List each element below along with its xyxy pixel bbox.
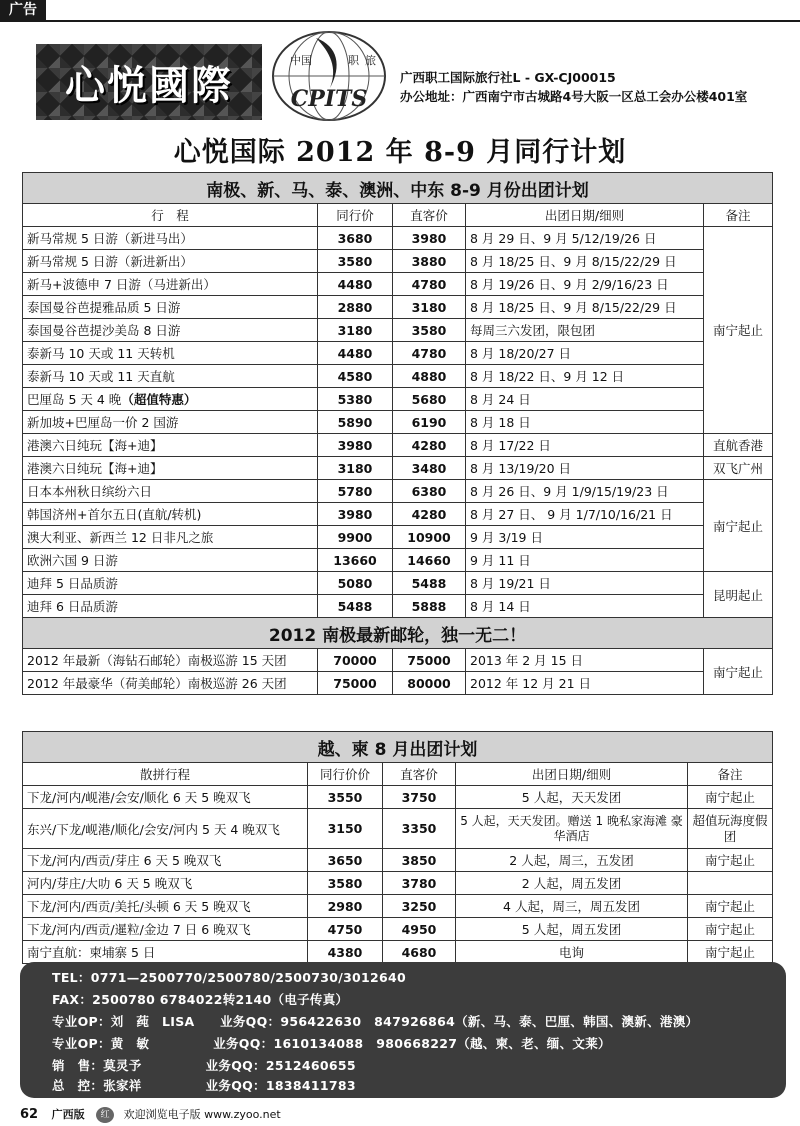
- agency-name: 广西职工国际旅行社L - GX-CJ00015: [400, 70, 616, 85]
- peer-price: 3580: [308, 872, 383, 895]
- table-row: [23, 786, 773, 809]
- note-cell: 南宁起止: [704, 227, 773, 434]
- peer-price: 70000: [318, 649, 393, 672]
- table-row: [23, 296, 773, 319]
- peer-price: 5380: [318, 388, 393, 411]
- direct-price: 6380: [393, 480, 466, 503]
- direct-price: 4680: [383, 941, 456, 964]
- section3-title: 越、柬 8 月出团计划: [23, 732, 773, 763]
- route-cell: 新马+波德申 7 日游（马进新出）: [23, 273, 318, 296]
- direct-price: 3980: [393, 227, 466, 250]
- direct-price: 3180: [393, 296, 466, 319]
- direct-price: 4880: [393, 365, 466, 388]
- peer-price: 4380: [308, 941, 383, 964]
- page-number: 62: [20, 1107, 39, 1122]
- route-cell: 新加坡+巴厘岛一价 2 国游: [23, 411, 318, 434]
- cpits-emblem: [268, 26, 390, 126]
- direct-price: 5680: [393, 388, 466, 411]
- dates-cell: 电询: [456, 941, 688, 964]
- table-row: [23, 227, 773, 250]
- table-row: [23, 411, 773, 434]
- footer: [20, 1106, 281, 1123]
- col-header-direct: 直客价: [383, 763, 456, 786]
- route-cell: 澳大利亚、新西兰 12 日非凡之旅: [23, 526, 318, 549]
- dates-cell: 9 月 3/19 日: [466, 526, 704, 549]
- peer-price: 3580: [318, 250, 393, 273]
- special-offer-tag: （超值特惠）: [121, 392, 197, 407]
- note-cell: 南宁起止: [688, 849, 773, 872]
- col-header-note: 备注: [704, 204, 773, 227]
- dates-cell: 8 月 19/21 日: [466, 572, 704, 595]
- peer-price: 2880: [318, 296, 393, 319]
- contact-chief: 总 控：张家祥 业务QQ：1838411783: [52, 1078, 356, 1093]
- note-cell: 直航香港: [704, 434, 773, 457]
- section1-title: 南极、新、马、泰、澳洲、中东 8-9 月份出团计划: [23, 173, 773, 204]
- dates-cell: 2 人起，周三，五发团: [456, 849, 688, 872]
- ad-tag: 广告: [0, 0, 46, 20]
- col-header-dates: 出团日期/细则: [456, 763, 688, 786]
- table-row: [23, 941, 773, 964]
- dates-cell: 8 月 14 日: [466, 595, 704, 618]
- peer-price: 4580: [318, 365, 393, 388]
- table-row: [23, 895, 773, 918]
- table-row: [23, 526, 773, 549]
- route-cell: 2012 年最豪华（荷美邮轮）南极巡游 26 天团: [23, 672, 318, 695]
- route-cell: [23, 388, 318, 411]
- route-cell: 新马常规 5 日游（新进新出）: [23, 250, 318, 273]
- direct-price: 3850: [383, 849, 456, 872]
- dates-cell: 2 人起，周五发团: [456, 872, 688, 895]
- peer-price: 5780: [318, 480, 393, 503]
- peer-price: 5080: [318, 572, 393, 595]
- col-header-direct: 直客价: [393, 204, 466, 227]
- dates-cell: 8 月 29 日、9 月 5/12/19/26 日: [466, 227, 704, 250]
- route-cell: 河内/芽庄/大叻 6 天 5 晚双飞: [23, 872, 308, 895]
- dates-cell: 8 月 13/19/20 日: [466, 457, 704, 480]
- peer-price: 5890: [318, 411, 393, 434]
- table-row: [23, 319, 773, 342]
- route-cell: 南宁直航：柬埔寨 5 日: [23, 941, 308, 964]
- table-row: [23, 342, 773, 365]
- peer-price: 2980: [308, 895, 383, 918]
- section3-table: [22, 731, 773, 964]
- contact-op1: 专业OP：刘 莼 LISA 业务QQ：956422630 847926864（新、马、泰、巴厘、韩国、澳新、港澳）: [52, 1014, 699, 1029]
- dates-cell: 8 月 18/20/27 日: [466, 342, 704, 365]
- edition-badge-icon: 红: [96, 1107, 114, 1123]
- agency-address: 办公地址：广西南宁市古城路4号大阪一区总工会办公楼401室: [400, 89, 748, 104]
- route-cell: 迪拜 5 日品质游: [23, 572, 318, 595]
- peer-price: 13660: [318, 549, 393, 572]
- route-cell: 港澳六日纯玩【海+迪】: [23, 434, 318, 457]
- dates-cell: 8 月 24 日: [466, 388, 704, 411]
- dates-cell: 8 月 19/26 日、9 月 2/9/16/23 日: [466, 273, 704, 296]
- table-row: [23, 273, 773, 296]
- direct-price: 75000: [393, 649, 466, 672]
- peer-price: 4480: [318, 273, 393, 296]
- col-header-route: 行 程: [23, 204, 318, 227]
- route-cell: 韩国济州+首尔五日(直航/转机): [23, 503, 318, 526]
- direct-price: 3480: [393, 457, 466, 480]
- route-cell: 东兴/下龙/岘港/顺化/会安/河内 5 天 4 晚双飞: [23, 809, 308, 849]
- note-cell: 南宁起止: [704, 649, 773, 695]
- route-cell: 欧洲六国 9 日游: [23, 549, 318, 572]
- xinyue-logo: [36, 44, 262, 120]
- direct-price: 6190: [393, 411, 466, 434]
- contact-op2: 专业OP：黄 敏 业务QQ：1610134088 980668227（越、柬、老、缅、文莱）: [52, 1036, 611, 1051]
- direct-price: 14660: [393, 549, 466, 572]
- peer-price: 5488: [318, 595, 393, 618]
- section2-title: 2012 南极最新邮轮，独一无二！: [23, 618, 773, 649]
- route-cell: 下龙/河内/西贡/芽庄 6 天 5 晚双飞: [23, 849, 308, 872]
- direct-price: 10900: [393, 526, 466, 549]
- route-cell: 泰国曼谷芭提雅品质 5 日游: [23, 296, 318, 319]
- note-cell: 超值玩海度假团: [688, 809, 773, 849]
- peer-price: 3650: [308, 849, 383, 872]
- top-rule: [0, 20, 800, 22]
- route-cell: 日本本州秋日缤纷六日: [23, 480, 318, 503]
- peer-price: 3150: [308, 809, 383, 849]
- table-row: [23, 457, 773, 480]
- section1-table: [22, 172, 773, 695]
- dates-cell: 8 月 18/25 日、9 月 8/15/22/29 日: [466, 296, 704, 319]
- direct-price: 4780: [393, 273, 466, 296]
- table-row: [23, 365, 773, 388]
- direct-price: 5488: [393, 572, 466, 595]
- peer-price: 3180: [318, 457, 393, 480]
- dates-cell: 4 人起，周三，周五发团: [456, 895, 688, 918]
- col-header-note: 备注: [688, 763, 773, 786]
- dates-cell: 每周三六发团，限包团: [466, 319, 704, 342]
- route-cell: 新马常规 5 日游（新进马出）: [23, 227, 318, 250]
- dates-cell: 5 人起，天天发团。赠送 1 晚私家海滩 豪华酒店: [456, 809, 688, 849]
- table-row: [23, 549, 773, 572]
- peer-price: 3980: [318, 503, 393, 526]
- dates-cell: 8 月 18/25 日、9 月 8/15/22/29 日: [466, 250, 704, 273]
- route-cell: 下龙/河内/西贡/暹粒/金边 7 日 6 晚双飞: [23, 918, 308, 941]
- peer-price: 3180: [318, 319, 393, 342]
- col-header-peer: 同行价: [318, 204, 393, 227]
- route-cell: 2012 年最新（海钻石邮轮）南极巡游 15 天团: [23, 649, 318, 672]
- dates-cell: 9 月 11 日: [466, 549, 704, 572]
- direct-price: 4780: [393, 342, 466, 365]
- dates-cell: 8 月 26 日、9 月 1/9/15/19/23 日: [466, 480, 704, 503]
- table-row: [23, 434, 773, 457]
- contact-sales: 销 售：莫灵予 业务QQ：2512460655: [52, 1058, 356, 1073]
- peer-price: 4480: [318, 342, 393, 365]
- peer-price: 3980: [318, 434, 393, 457]
- table-row: [23, 872, 773, 895]
- table-row: [23, 250, 773, 273]
- table-row: [23, 572, 773, 595]
- direct-price: 4950: [383, 918, 456, 941]
- route-cell: 港澳六日纯玩【海+迪】: [23, 457, 318, 480]
- direct-price: 5888: [393, 595, 466, 618]
- direct-price: 3350: [383, 809, 456, 849]
- route-cell: 下龙/河内/西贡/美托/头顿 6 天 5 晚双飞: [23, 895, 308, 918]
- route-cell: 泰新马 10 天或 11 天转机: [23, 342, 318, 365]
- direct-price: 3250: [383, 895, 456, 918]
- contact-panel: [20, 962, 786, 1098]
- table-row: [23, 595, 773, 618]
- direct-price: 3780: [383, 872, 456, 895]
- table-row: [23, 809, 773, 849]
- table-row: [23, 649, 773, 672]
- col-header-route: 散拼行程: [23, 763, 308, 786]
- col-header-peer: 同行价价: [308, 763, 383, 786]
- route-cell: 迪拜 6 日品质游: [23, 595, 318, 618]
- edition-label: 广西版: [51, 1108, 85, 1121]
- emblem-top: 中国: [290, 54, 312, 67]
- table-row: [23, 918, 773, 941]
- direct-price: 80000: [393, 672, 466, 695]
- contact-fax: FAX：2500780 6784022转2140（电子传真）: [52, 992, 349, 1007]
- note-cell: [688, 872, 773, 895]
- route-text: 巴厘岛 5 天 4 晚: [27, 392, 122, 407]
- dates-cell: 8 月 27 日、 9 月 1/7/10/16/21 日: [466, 503, 704, 526]
- peer-price: 3550: [308, 786, 383, 809]
- note-cell: 南宁起止: [688, 941, 773, 964]
- direct-price: 4280: [393, 434, 466, 457]
- logo-text: 心悦國際: [65, 62, 233, 109]
- direct-price: 3880: [393, 250, 466, 273]
- peer-price: 4750: [308, 918, 383, 941]
- peer-price: 9900: [318, 526, 393, 549]
- dates-cell: 8 月 18 日: [466, 411, 704, 434]
- emblem-letters: CPITS: [290, 86, 368, 112]
- dates-cell: 2012 年 12 月 21 日: [466, 672, 704, 695]
- dates-cell: 2013 年 2 月 15 日: [466, 649, 704, 672]
- agency-info: [400, 68, 747, 106]
- emblem-tail: 旅: [365, 54, 376, 67]
- direct-price: 3580: [393, 319, 466, 342]
- note-cell: 双飞广州: [704, 457, 773, 480]
- route-cell: 泰新马 10 天或 11 天直航: [23, 365, 318, 388]
- note-cell: 昆明起止: [704, 572, 773, 618]
- note-cell: 南宁起止: [688, 895, 773, 918]
- peer-price: 75000: [318, 672, 393, 695]
- page-title: 心悦国际 2012 年 8-9 月同行计划: [173, 137, 627, 168]
- route-cell: 下龙/河内/岘港/会安/顺化 6 天 5 晚双飞: [23, 786, 308, 809]
- note-cell: 南宁起止: [688, 786, 773, 809]
- note-cell: 南宁起止: [688, 918, 773, 941]
- dates-cell: 8 月 17/22 日: [466, 434, 704, 457]
- route-cell: 泰国曼谷芭提沙美岛 8 日游: [23, 319, 318, 342]
- table-row: [23, 849, 773, 872]
- peer-price: 3680: [318, 227, 393, 250]
- table-row: [23, 388, 773, 411]
- dates-cell: 5 人起，周五发团: [456, 918, 688, 941]
- footer-link[interactable]: 欢迎浏览电子版 www.zyoo.net: [123, 1108, 281, 1121]
- dates-cell: 5 人起，天天发团: [456, 786, 688, 809]
- table-row: [23, 480, 773, 503]
- table-row: [23, 503, 773, 526]
- table-row: [23, 672, 773, 695]
- emblem-right: 职: [348, 54, 359, 67]
- direct-price: 4280: [393, 503, 466, 526]
- note-cell: 南宁起止: [704, 480, 773, 572]
- contact-tel: TEL：0771—2500770/2500780/2500730/3012640: [52, 970, 407, 985]
- direct-price: 3750: [383, 786, 456, 809]
- dates-cell: 8 月 18/22 日、9 月 12 日: [466, 365, 704, 388]
- col-header-dates: 出团日期/细则: [466, 204, 704, 227]
